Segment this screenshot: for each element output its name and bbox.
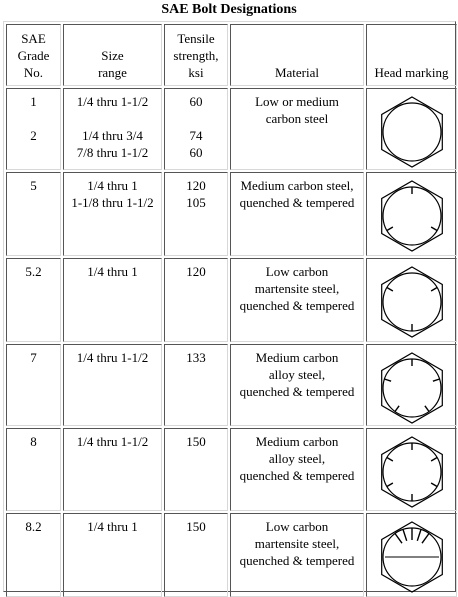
cell-tensile [164, 258, 228, 342]
material-text: Medium carbon [255, 434, 339, 449]
hex-outline [381, 97, 442, 167]
grade-text: 2 [30, 128, 37, 143]
washer-circle [383, 187, 441, 245]
cell-head-marking [366, 513, 457, 597]
radial-line-mark [384, 379, 391, 381]
header-grade-line: Grade [17, 48, 50, 63]
grade-text: 5.2 [25, 264, 42, 279]
header-grade [6, 24, 61, 86]
material-text: quenched & tempered [239, 195, 355, 210]
sae-bolt-table [3, 21, 456, 592]
tensile-text: 60 [189, 94, 203, 109]
cell-material [230, 258, 364, 342]
radial-line-mark [386, 288, 392, 292]
header-material-line: Material [274, 65, 320, 80]
size-text: 1/4 thru 1 [87, 519, 138, 534]
size-text: 1/4 thru 1 [87, 264, 138, 279]
header-grade-line: No. [23, 65, 44, 80]
material-text: Low carbon [265, 519, 329, 534]
cell-head-marking [366, 258, 457, 342]
radial-line-mark [431, 458, 437, 462]
cell-material [230, 344, 364, 426]
cell-material [230, 513, 364, 597]
radial-line-mark [424, 406, 428, 412]
table-title: SAE Bolt Designations [161, 2, 297, 17]
radial-line-mark [386, 458, 392, 462]
tensile-text: 150 [186, 434, 206, 449]
cell-size [63, 428, 162, 511]
cell-size [63, 258, 162, 342]
grade-text: 1 [30, 94, 37, 109]
header-tensile-line: ksi [188, 65, 204, 80]
grade-text: 5 [30, 178, 37, 193]
cell-grade [6, 172, 61, 256]
hex-head-6-lines-icon [374, 434, 450, 510]
grade-text: 7 [30, 350, 37, 365]
header-size [63, 24, 162, 86]
material-text: martensite steel, [254, 536, 340, 551]
cell-head-marking [366, 88, 457, 170]
cell-material [230, 172, 364, 256]
line-spacer [7, 110, 60, 127]
cell-size [63, 88, 162, 170]
tensile-text: 120 [186, 178, 206, 193]
radial-line-mark [432, 379, 439, 381]
size-text: 1/4 thru 1 [87, 178, 138, 193]
header-marking-line: Head marking [374, 65, 449, 80]
header-size-line: Size [101, 48, 124, 63]
washer-circle [383, 443, 441, 501]
radial-line-mark [395, 406, 399, 412]
hex-head-3-lines-icon [374, 178, 450, 254]
material-text: alloy steel, [268, 367, 326, 382]
cell-material [230, 428, 364, 511]
header-tensile-line: strength, [173, 48, 219, 63]
material-text: quenched & tempered [239, 298, 355, 313]
header-grade-line: SAE [21, 31, 46, 46]
cell-head-marking [366, 172, 457, 256]
cell-tensile [164, 428, 228, 511]
radial-line-mark [395, 534, 402, 544]
radial-line-mark [431, 483, 437, 487]
cell-tensile [164, 88, 228, 170]
radial-line-mark [386, 227, 392, 231]
material-text: Medium carbon [255, 350, 339, 365]
size-text: 7/8 thru 1-1/2 [76, 145, 149, 160]
radial-line-mark [422, 534, 429, 544]
material-text: alloy steel, [268, 451, 326, 466]
radial-line-mark [431, 227, 437, 231]
material-text: Medium carbon steel, [240, 178, 354, 193]
washer-circle [383, 273, 441, 331]
material-text: quenched & tempered [239, 553, 355, 568]
tensile-text: 133 [186, 350, 206, 365]
radial-line-mark [403, 529, 407, 540]
cell-head-marking [366, 428, 457, 511]
header-size-line: range [98, 65, 127, 80]
tensile-text: 150 [186, 519, 206, 534]
hex-head-no-marks-icon [374, 94, 450, 170]
cell-size [63, 344, 162, 426]
cell-grade [6, 428, 61, 511]
material-text: Low or medium [255, 94, 339, 109]
cell-size [63, 172, 162, 256]
grade-text: 8.2 [25, 519, 42, 534]
grade-text: 8 [30, 434, 37, 449]
tensile-text: 74 [189, 128, 203, 143]
cell-head-marking [366, 344, 457, 426]
washer-circle [383, 103, 441, 161]
cell-tensile [164, 513, 228, 597]
cell-grade [6, 258, 61, 342]
header-material [230, 24, 364, 86]
cell-tensile [164, 344, 228, 426]
radial-line-mark [386, 483, 392, 487]
size-text: 1-1/8 thru 1-1/2 [71, 195, 154, 210]
tensile-text: 120 [186, 264, 206, 279]
cell-size [63, 513, 162, 597]
material-text: Low carbon [265, 264, 329, 279]
size-text: 1/4 thru 3/4 [82, 128, 143, 143]
line-spacer [165, 110, 227, 127]
hex-head-5-lines-icon [374, 350, 450, 426]
header-tensile [164, 24, 228, 86]
cell-grade [6, 513, 61, 597]
tensile-text: 60 [189, 145, 203, 160]
material-text: quenched & tempered [239, 468, 355, 483]
radial-line-mark [431, 288, 437, 292]
cell-material [230, 88, 364, 170]
header-tensile-line: Tensile [177, 31, 215, 46]
size-text: 1/4 thru 1-1/2 [76, 350, 149, 365]
line-spacer [64, 110, 161, 127]
size-text: 1/4 thru 1-1/2 [76, 94, 149, 109]
cell-grade [6, 344, 61, 426]
radial-line-mark [417, 529, 421, 540]
hex-head-sunburst-icon [374, 519, 450, 595]
washer-circle [383, 359, 441, 417]
hex-head-3-lines-offset-icon [374, 264, 450, 340]
cell-grade [6, 88, 61, 170]
material-text: carbon steel [265, 111, 329, 126]
material-text: quenched & tempered [239, 384, 355, 399]
material-text: martensite steel, [254, 281, 340, 296]
tensile-text: 105 [186, 195, 206, 210]
cell-tensile [164, 172, 228, 256]
header-marking [366, 24, 457, 86]
size-text: 1/4 thru 1-1/2 [76, 434, 149, 449]
